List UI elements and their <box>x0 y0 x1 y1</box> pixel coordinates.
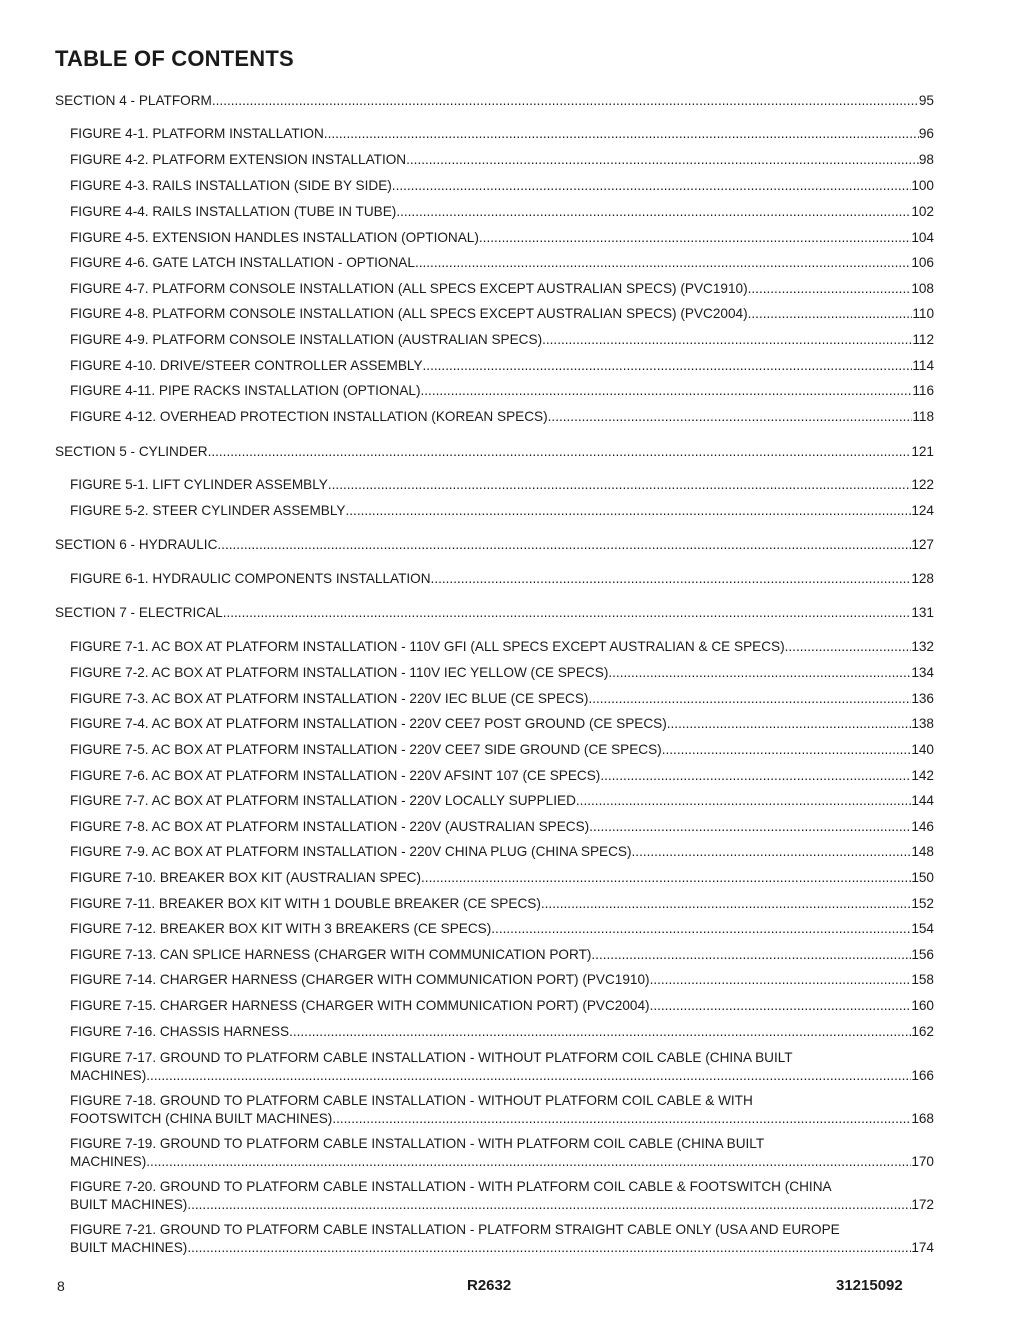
toc-figure-entry[interactable] <box>70 664 934 682</box>
footer-part-number: 31215092 <box>836 1277 903 1294</box>
toc-figure-entry[interactable] <box>70 767 934 785</box>
toc-page-number: 172 <box>911 1196 934 1212</box>
toc-figure-entry[interactable] <box>70 408 934 426</box>
toc-entry-title: FIGURE 7-21. GROUND TO PLATFORM CABLE INSTALLATION - PLATFORM STRAIGHT CABLE ONLY (USA AND EUROPE <box>70 1222 840 1237</box>
toc-entry-title: FIGURE 7-10. BREAKER BOX KIT (AUSTRALIAN SPEC) <box>70 870 422 885</box>
toc-figure-entry[interactable] <box>70 280 934 298</box>
toc-figure-entry[interactable] <box>70 382 934 400</box>
toc-entry-title: FIGURE 7-18. GROUND TO PLATFORM CABLE INSTALLATION - WITHOUT PLATFORM COIL CABLE & WITH <box>70 1093 753 1108</box>
toc-entry-title: FIGURE 7-11. BREAKER BOX KIT WITH 1 DOUBLE BREAKER (CE SPECS) <box>70 896 541 911</box>
toc-figure-entry[interactable] <box>70 476 934 494</box>
toc-page-number: 134 <box>911 665 934 680</box>
toc-figure-entry[interactable] <box>70 357 934 375</box>
dot-leader <box>187 1196 911 1214</box>
toc-entry-title: FIGURE 7-3. AC BOX AT PLATFORM INSTALLATION - 220V IEC BLUE (CE SPECS) <box>70 691 589 706</box>
toc-entry-row <box>70 1196 934 1214</box>
toc-figure-entry[interactable] <box>70 843 934 861</box>
toc-page-number: 108 <box>911 281 934 296</box>
toc-figure-entry[interactable] <box>70 869 934 887</box>
toc-entry-row <box>70 715 934 733</box>
toc-page-number: 102 <box>911 204 934 219</box>
toc-entry-title: FIGURE 7-16. CHASSIS HARNESS <box>70 1024 290 1039</box>
toc-entry-row <box>55 443 934 461</box>
toc-entry-row <box>70 638 934 656</box>
toc-figure-entry[interactable] <box>70 305 934 323</box>
toc-figure-entry[interactable] <box>70 792 934 810</box>
dot-leader <box>608 664 911 682</box>
toc-page-number: 100 <box>911 178 934 193</box>
dot-leader <box>785 638 912 656</box>
toc-entry-title: FIGURE 4-6. GATE LATCH INSTALLATION - OPTIONAL <box>70 255 415 270</box>
toc-figure-entry[interactable] <box>70 1221 934 1256</box>
toc-entry-title-continued: FOOTSWITCH (CHINA BUILT MACHINES) <box>70 1110 333 1126</box>
toc-page-number: 122 <box>911 477 934 492</box>
dot-leader <box>223 604 912 622</box>
toc-entry-title: FIGURE 4-12. OVERHEAD PROTECTION INSTALLATION (KOREAN SPECS) <box>70 409 548 424</box>
toc-entry-row <box>70 502 934 520</box>
toc-entry-row <box>70 1023 934 1041</box>
toc-entry-row <box>70 203 934 221</box>
toc-entry-row <box>55 536 934 554</box>
toc-figure-entry[interactable] <box>70 997 934 1015</box>
toc-page-number: 136 <box>911 691 934 706</box>
toc-entry-title: FIGURE 5-1. LIFT CYLINDER ASSEMBLY <box>70 477 328 492</box>
toc-figure-entry[interactable] <box>70 741 934 759</box>
toc-figure-entry[interactable] <box>70 331 934 349</box>
toc-entry-row <box>70 254 934 272</box>
toc-entry-row <box>70 229 934 247</box>
toc-figure-entry[interactable] <box>70 1178 934 1213</box>
toc-entry-title-continued: BUILT MACHINES) <box>70 1239 188 1255</box>
toc-page-number: 95 <box>918 93 934 108</box>
dot-leader <box>662 741 912 759</box>
toc-entry-row <box>55 604 934 622</box>
toc-entry-title: FIGURE 7-4. AC BOX AT PLATFORM INSTALLATION - 220V CEE7 POST GROUND (CE SPECS) <box>70 716 667 731</box>
dot-leader <box>479 229 911 247</box>
toc-page-number: 144 <box>911 793 934 808</box>
toc-entry-row <box>70 1110 934 1128</box>
dot-leader <box>212 92 919 110</box>
toc-entry-row <box>70 1239 934 1257</box>
toc-entry-row <box>70 382 934 400</box>
toc-entry-title: FIGURE 7-9. AC BOX AT PLATFORM INSTALLATION - 220V CHINA PLUG (CHINA SPECS) <box>70 844 632 859</box>
toc-entry-row <box>70 997 934 1015</box>
toc-entry-row <box>70 818 934 836</box>
toc-page-number: 124 <box>911 503 934 518</box>
toc-page-number: 132 <box>911 639 934 654</box>
toc-figure-entry[interactable] <box>70 690 934 708</box>
toc-page-number: 174 <box>911 1239 934 1255</box>
dot-leader <box>548 408 913 426</box>
toc-entry-row <box>70 151 934 169</box>
dot-leader <box>431 570 912 588</box>
dot-leader <box>421 869 911 887</box>
dot-leader <box>345 502 911 520</box>
dot-leader <box>406 151 919 169</box>
toc-entry-title: FIGURE 4-4. RAILS INSTALLATION (TUBE IN TUBE) <box>70 204 397 219</box>
dot-leader <box>600 767 911 785</box>
toc-entry-row <box>70 792 934 810</box>
toc-entry-title: FIGURE 7-6. AC BOX AT PLATFORM INSTALLATION - 220V AFSINT 107 (CE SPECS) <box>70 768 601 783</box>
toc-page-number: 162 <box>911 1024 934 1039</box>
dot-leader <box>650 971 912 989</box>
toc-page-number: 154 <box>911 921 934 936</box>
toc-entry-row <box>70 767 934 785</box>
toc-entry-title: FIGURE 7-14. CHARGER HARNESS (CHARGER WITH COMMUNICATION PORT) (PVC1910) <box>70 972 650 987</box>
toc-entry-row <box>70 280 934 298</box>
toc-page-number: 160 <box>911 998 934 1013</box>
toc-figure-entry[interactable] <box>70 946 934 964</box>
toc-entry-title: SECTION 5 - CYLINDER <box>55 444 208 459</box>
toc-entry-row <box>70 869 934 887</box>
toc-page-number: 127 <box>911 537 934 552</box>
toc-figure-entry[interactable] <box>70 818 934 836</box>
dot-leader <box>208 443 912 461</box>
toc-page-number: 158 <box>911 972 934 987</box>
toc-page-number: 152 <box>911 896 934 911</box>
toc-entry-row <box>70 357 934 375</box>
toc-page-number: 110 <box>912 306 934 321</box>
toc-page-number: 138 <box>911 716 934 731</box>
toc-page-number: 114 <box>912 358 934 373</box>
toc-entry-row <box>70 664 934 682</box>
dot-leader <box>589 818 911 836</box>
toc-figure-entry[interactable] <box>70 638 934 656</box>
toc-figure-entry[interactable] <box>70 570 934 588</box>
toc-page-number: 98 <box>918 152 934 167</box>
dot-leader <box>396 203 911 221</box>
toc-figure-entry[interactable] <box>70 254 934 272</box>
toc-page-number: 118 <box>912 409 934 424</box>
dot-leader <box>491 920 911 938</box>
toc-page-number: 121 <box>911 444 934 459</box>
toc-entry-title: FIGURE 4-10. DRIVE/STEER CONTROLLER ASSEMBLY <box>70 358 423 373</box>
toc-entry-row <box>70 690 934 708</box>
toc-section-entry[interactable] <box>55 604 934 622</box>
toc-entry-title: SECTION 7 - ELECTRICAL <box>55 605 223 620</box>
toc-figure-entry[interactable] <box>70 1023 934 1041</box>
dot-leader <box>421 382 913 400</box>
toc-figure-entry[interactable] <box>70 502 934 520</box>
dot-leader <box>576 792 911 810</box>
toc-entry-row <box>70 331 934 349</box>
toc-entry-row <box>70 895 934 913</box>
dot-leader <box>187 1239 911 1257</box>
toc-page-number: 170 <box>911 1153 934 1169</box>
toc-entry-title: FIGURE 6-1. HYDRAULIC COMPONENTS INSTALLATION <box>70 571 431 586</box>
dot-leader <box>423 357 913 375</box>
toc-entry-title: FIGURE 4-11. PIPE RACKS INSTALLATION (OPTIONAL) <box>70 383 421 398</box>
toc-entry-title: FIGURE 7-15. CHARGER HARNESS (CHARGER WITH COMMUNICATION PORT) (PVC2004) <box>70 998 650 1013</box>
toc-page-number: 148 <box>911 844 934 859</box>
toc-entry-row <box>70 843 934 861</box>
toc-page-number: 166 <box>911 1067 934 1083</box>
toc-entry-row <box>70 1153 934 1171</box>
toc-entry-title: FIGURE 4-3. RAILS INSTALLATION (SIDE BY SIDE) <box>70 178 392 193</box>
toc-entry-title: FIGURE 7-1. AC BOX AT PLATFORM INSTALLATION - 110V GFI (ALL SPECS EXCEPT AUSTRALIAN & CE SPECS) <box>70 639 785 654</box>
footer-document-code: R2632 <box>467 1277 512 1294</box>
toc-entry-title: FIGURE 7-17. GROUND TO PLATFORM CABLE INSTALLATION - WITHOUT PLATFORM COIL CABLE (CHINA BUILT <box>70 1050 793 1065</box>
dot-leader <box>392 177 912 195</box>
dot-leader <box>541 895 911 913</box>
toc-page-number: 150 <box>911 870 934 885</box>
toc-entry-title: FIGURE 4-8. PLATFORM CONSOLE INSTALLATION (ALL SPECS EXCEPT AUSTRALIAN SPECS) (PVC2004) <box>70 306 748 321</box>
toc-page-number: 146 <box>911 819 934 834</box>
toc-entry-title: FIGURE 7-5. AC BOX AT PLATFORM INSTALLATION - 220V CEE7 SIDE GROUND (CE SPECS) <box>70 742 662 757</box>
toc-entry-title: SECTION 6 - HYDRAULIC <box>55 537 218 552</box>
toc-page-number: 112 <box>912 332 934 347</box>
toc-figure-entry[interactable] <box>70 1049 934 1084</box>
dot-leader <box>324 125 919 143</box>
toc-page-number: 96 <box>918 126 934 141</box>
toc-entry-title-continued: BUILT MACHINES) <box>70 1196 188 1212</box>
toc-figure-entry[interactable] <box>70 203 934 221</box>
toc-figure-entry[interactable] <box>70 715 934 733</box>
toc-page-number: 116 <box>912 383 934 398</box>
toc-entry-title: FIGURE 4-7. PLATFORM CONSOLE INSTALLATION (ALL SPECS EXCEPT AUSTRALIAN SPECS) (PVC1910) <box>70 281 748 296</box>
toc-figure-entry[interactable] <box>70 125 934 143</box>
toc-entry-title: FIGURE 4-1. PLATFORM INSTALLATION <box>70 126 324 141</box>
toc-entry-title: FIGURE 7-8. AC BOX AT PLATFORM INSTALLATION - 220V (AUSTRALIAN SPECS) <box>70 819 590 834</box>
toc-section-entry[interactable] <box>55 443 934 461</box>
dot-leader <box>146 1067 911 1085</box>
toc-section-entry[interactable] <box>55 536 934 554</box>
toc-figure-entry[interactable] <box>70 1092 934 1127</box>
toc-entry-row <box>70 408 934 426</box>
toc-entry-row <box>55 92 934 110</box>
toc-entry-title: FIGURE 4-2. PLATFORM EXTENSION INSTALLATION <box>70 152 407 167</box>
toc-page-number: 131 <box>911 605 934 620</box>
toc-page-number: 106 <box>911 255 934 270</box>
toc-entry-row <box>70 570 934 588</box>
toc-entry-row <box>70 476 934 494</box>
page-title: TABLE OF CONTENTS <box>55 46 294 71</box>
dot-leader <box>332 1110 911 1128</box>
toc-entry-row <box>70 1067 934 1085</box>
toc-entry-title-continued: MACHINES) <box>70 1153 147 1169</box>
toc-entry-row <box>70 741 934 759</box>
toc-figure-entry[interactable] <box>70 1135 934 1170</box>
dot-leader <box>748 280 912 298</box>
dot-leader <box>328 476 911 494</box>
toc-entry-title: FIGURE 7-12. BREAKER BOX KIT WITH 3 BREAKERS (CE SPECS) <box>70 921 492 936</box>
dot-leader <box>542 331 912 349</box>
toc-figure-entry[interactable] <box>70 920 934 938</box>
dot-leader <box>667 715 912 733</box>
toc-page-number: 140 <box>911 742 934 757</box>
toc-figure-entry[interactable] <box>70 895 934 913</box>
toc-entry-row <box>70 946 934 964</box>
toc-entry-title: FIGURE 4-5. EXTENSION HANDLES INSTALLATION (OPTIONAL) <box>70 230 479 245</box>
dot-leader <box>748 305 913 323</box>
toc-figure-entry[interactable] <box>70 151 934 169</box>
toc-figure-entry[interactable] <box>70 971 934 989</box>
toc-entry-row <box>70 971 934 989</box>
footer-page-number: 8 <box>57 1278 65 1294</box>
dot-leader <box>650 997 912 1015</box>
dot-leader <box>588 690 911 708</box>
toc-page-number: 142 <box>911 768 934 783</box>
toc-entry-title: FIGURE 4-9. PLATFORM CONSOLE INSTALLATION (AUSTRALIAN SPECS) <box>70 332 543 347</box>
toc-entry-title: FIGURE 7-19. GROUND TO PLATFORM CABLE INSTALLATION - WITH PLATFORM COIL CABLE (CHINA BUILT <box>70 1136 765 1151</box>
toc-figure-entry[interactable] <box>70 177 934 195</box>
toc-entry-title: SECTION 4 - PLATFORM <box>55 93 212 108</box>
toc-entry-title-continued: MACHINES) <box>70 1067 147 1083</box>
toc-entry-row <box>70 920 934 938</box>
toc-entry-title: FIGURE 7-13. CAN SPLICE HARNESS (CHARGER WITH COMMUNICATION PORT) <box>70 947 592 962</box>
toc-entry-row <box>70 305 934 323</box>
dot-leader <box>146 1153 911 1171</box>
dot-leader <box>289 1023 911 1041</box>
toc-section-entry[interactable] <box>55 92 934 110</box>
toc-page-number: 128 <box>911 571 934 586</box>
toc-entry-title: FIGURE 7-2. AC BOX AT PLATFORM INSTALLATION - 110V IEC YELLOW (CE SPECS) <box>70 665 609 680</box>
toc-entry-title: FIGURE 7-7. AC BOX AT PLATFORM INSTALLATION - 220V LOCALLY SUPPLIED <box>70 793 576 808</box>
toc-page-number: 156 <box>911 947 934 962</box>
toc-page-number: 104 <box>911 230 934 245</box>
toc-page-number: 168 <box>911 1110 934 1126</box>
toc-entry-row <box>70 177 934 195</box>
dot-leader <box>415 254 911 272</box>
page-footer <box>0 1276 1024 1298</box>
toc-entry-row <box>70 125 934 143</box>
dot-leader <box>217 536 911 554</box>
dot-leader <box>591 946 911 964</box>
dot-leader <box>632 843 912 861</box>
toc-figure-entry[interactable] <box>70 229 934 247</box>
toc-entry-title: FIGURE 5-2. STEER CYLINDER ASSEMBLY <box>70 503 346 518</box>
toc-entry-title: FIGURE 7-20. GROUND TO PLATFORM CABLE INSTALLATION - WITH PLATFORM COIL CABLE & FOOTSWITCH (CHINA <box>70 1179 832 1194</box>
